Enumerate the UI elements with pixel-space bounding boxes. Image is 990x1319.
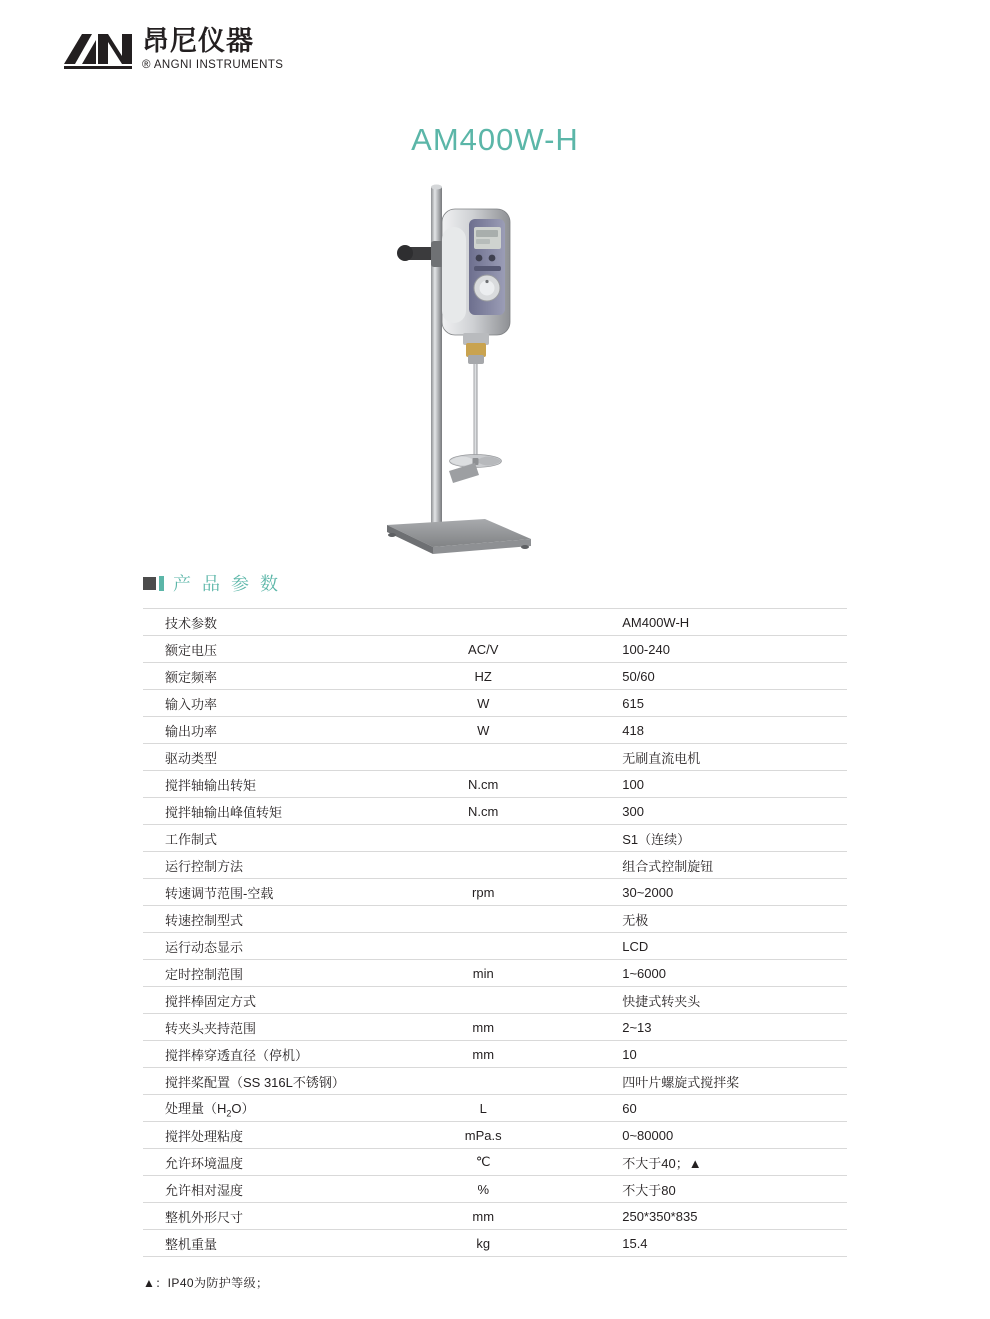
spec-unit: W [477, 695, 490, 711]
table-row [143, 690, 847, 717]
spec-value: 250*350*835 [622, 1208, 698, 1224]
table-row [143, 852, 847, 879]
spec-name: 整机外形尺寸 [165, 1209, 244, 1225]
table-row [143, 1068, 847, 1095]
spec-value: LCD [622, 938, 649, 954]
spec-name: 允许环境温度 [165, 1155, 244, 1171]
spec-name: 技术参数 [165, 615, 218, 631]
spec-value: 100-240 [622, 641, 670, 657]
spec-unit: W [477, 722, 490, 738]
brand-name-cn-text: 昂尼仪器 [142, 26, 254, 56]
spec-name: 搅拌轴输出峰值转矩 [165, 804, 283, 820]
spec-name: 搅拌棒穿透直径（停机） [165, 1047, 309, 1063]
spec-value: 组合式控制旋钮 [622, 858, 714, 874]
spec-unit [378, 852, 588, 879]
spec-name: 处理量$(H_2O)$ [165, 1100, 255, 1119]
spec-value: 15.4 [622, 1235, 648, 1251]
table-row [143, 1176, 847, 1203]
table-row [143, 744, 847, 771]
an-monogram-logo-icon [62, 30, 136, 70]
spec-name: 允许相对湿度 [165, 1182, 244, 1198]
spec-value: 300 [622, 803, 644, 819]
spec-name: 搅拌处理粘度 [165, 1128, 244, 1144]
spec-unit: min [472, 965, 494, 981]
registered-mark: ® [142, 59, 151, 71]
table-row [143, 771, 847, 798]
table-row [143, 1122, 847, 1149]
table-row [143, 1095, 847, 1122]
spec-name: 工作制式 [165, 831, 218, 847]
spec-value: 50/60 [622, 668, 655, 684]
spec-unit: mm [472, 1019, 495, 1035]
table-row [143, 717, 847, 744]
spec-value: 2~13 [622, 1019, 652, 1035]
spec-value: 不大于80 [622, 1182, 676, 1198]
subscript-2: 2 [226, 1108, 232, 1119]
brand-header [62, 28, 283, 72]
table-row [143, 1014, 847, 1041]
spec-name: 转夹头夹持范围 [165, 1020, 257, 1036]
spec-value: 418 [622, 722, 644, 738]
specifications-table-body [143, 609, 847, 1257]
spec-unit: mPa.s [464, 1127, 502, 1143]
spec-unit: kg [476, 1235, 491, 1251]
brand-name-en-text: ANGNI INSTRUMENTS [153, 59, 284, 71]
table-row [143, 636, 847, 663]
table-row [143, 1149, 847, 1176]
section-heading-label: 产 品 参 数 [173, 574, 282, 594]
table-row [143, 879, 847, 906]
spec-name: 定时控制范围 [165, 966, 244, 982]
spec-name: 转速控制型式 [165, 912, 244, 928]
spec-name: 整机重量 [165, 1236, 218, 1252]
spec-value: 60 [622, 1100, 637, 1116]
section-heading-product-parameters [143, 570, 281, 596]
spec-unit: N.cm [468, 803, 499, 819]
table-row [143, 1041, 847, 1068]
spec-unit [378, 987, 588, 1014]
spec-unit: rpm [472, 884, 495, 900]
spec-value: 不大于40；▲ [622, 1155, 702, 1171]
spec-unit: L [479, 1100, 487, 1116]
spec-unit: HZ [474, 668, 492, 684]
spec-name: 输出功率 [165, 723, 218, 739]
spec-unit: AC/V [468, 641, 499, 657]
spec-unit: N.cm [468, 776, 499, 792]
spec-value: 100 [622, 776, 644, 792]
brand-name-block [142, 28, 283, 72]
spec-unit [378, 933, 588, 960]
spec-unit [378, 906, 588, 933]
table-row [143, 906, 847, 933]
spec-value: 30~2000 [622, 884, 674, 900]
spec-value: 1~6000 [622, 965, 666, 981]
table-row [143, 609, 847, 636]
spec-name: 驱动类型 [165, 750, 218, 766]
table-row [143, 933, 847, 960]
page-title: AM400W-H [411, 122, 579, 157]
spec-unit [378, 1068, 588, 1095]
brand-name-cn [142, 28, 283, 55]
table-row [143, 1230, 847, 1257]
spec-value: S1（连续） [622, 831, 691, 847]
table-row [143, 987, 847, 1014]
spec-name: 运行动态显示 [165, 939, 244, 955]
table-row [143, 960, 847, 987]
spec-name: 输入功率 [165, 696, 218, 712]
spec-value: 无极 [622, 912, 649, 928]
footnote: ▲：IP40为防护等级； [143, 1276, 269, 1290]
table-row [143, 1203, 847, 1230]
spec-unit [378, 744, 588, 771]
product-photo [345, 175, 645, 565]
spec-name: 搅拌轴输出转矩 [165, 777, 257, 793]
table-row [143, 825, 847, 852]
heading-square-dark-icon [143, 577, 156, 590]
spec-value: AM400W-H [622, 614, 690, 630]
table-row [143, 798, 847, 825]
spec-value: 10 [622, 1046, 637, 1062]
spec-value: 四叶片螺旋式搅拌桨 [622, 1074, 740, 1090]
spec-unit [378, 825, 588, 852]
spec-value: 无刷直流电机 [622, 750, 701, 766]
spec-name: 额定频率 [165, 669, 218, 685]
spec-unit: % [477, 1181, 489, 1197]
spec-name: 搅拌棒固定方式 [165, 993, 257, 1009]
spec-unit: ℃ [475, 1154, 491, 1169]
specifications-table [143, 608, 847, 1257]
spec-name: 转速调节范围-空载 [165, 885, 274, 901]
table-row [143, 663, 847, 690]
spec-name: 额定电压 [165, 642, 218, 658]
spec-name: 运行控制方法 [165, 858, 244, 874]
spec-name: 搅拌桨配置（SS 316L不锈钢） [165, 1074, 345, 1090]
spec-value: 615 [622, 695, 644, 711]
spec-unit: mm [472, 1208, 495, 1224]
heading-bar-accent-icon [159, 576, 164, 591]
spec-unit: mm [472, 1046, 495, 1062]
spec-value: 快捷式转夹头 [622, 993, 701, 1009]
spec-value: 0~80000 [622, 1127, 674, 1143]
brand-name-en [142, 60, 283, 72]
spec-unit [378, 609, 588, 636]
